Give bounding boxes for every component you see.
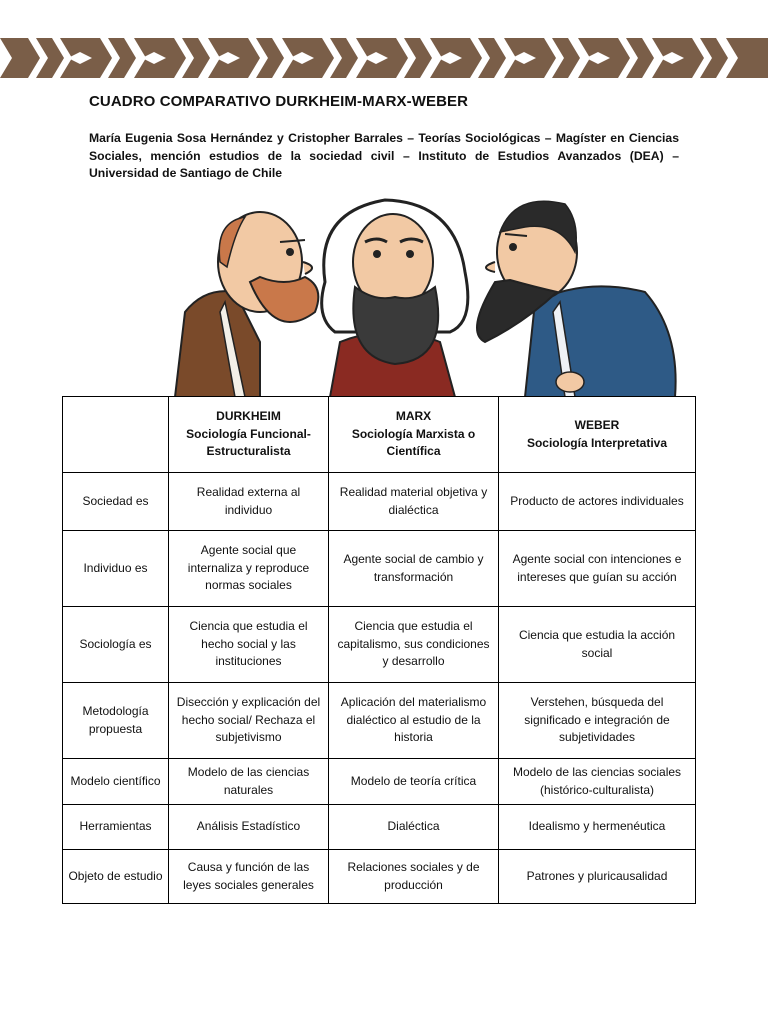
decorative-banner <box>0 38 768 78</box>
column-subtitle: Sociología Funcional-Estructuralista <box>186 426 311 459</box>
table-row <box>63 805 696 850</box>
table-row <box>63 850 696 904</box>
table-cell: Dialéctica <box>329 805 499 850</box>
column-subtitle: Sociología Marxista o Científica <box>351 426 476 459</box>
table-cell: Modelo de teoría crítica <box>329 759 499 805</box>
table-cell: Agente social que internaliza y reproduce normas sociales <box>169 531 329 607</box>
durkheim-caricature <box>175 212 318 397</box>
authors-line: María Eugenia Sosa Hernández y Cristopher Barrales – Teorías Sociológicas – Magíster en Ciencias Sociales, mención estudios de la sociedad civil – Instituto de Estudios Avanzados (DEA) – Universidad de Santiago de Chile <box>89 131 679 180</box>
column-name: WEBER <box>574 418 620 432</box>
column-header-marx <box>329 397 499 473</box>
row-label: Sociología es <box>63 607 169 683</box>
marx-caricature <box>322 200 468 397</box>
table-header-row <box>63 397 696 473</box>
table-cell: Aplicación del materialismo dialéctico al estudio de la historia <box>329 683 499 759</box>
table-cell: Relaciones sociales y de producción <box>329 850 499 904</box>
table-cell: Patrones y pluricausalidad <box>499 850 696 904</box>
row-label: Herramientas <box>63 805 169 850</box>
comparison-table <box>62 396 696 904</box>
column-subtitle: Sociología Interpretativa <box>526 435 668 450</box>
table-row <box>63 683 696 759</box>
table-cell: Realidad externa al individuo <box>169 473 329 531</box>
row-label: Individuo es <box>63 531 169 607</box>
row-label: Metodología propuesta <box>63 683 169 759</box>
column-header-durkheim <box>169 397 329 473</box>
row-label: Sociedad es <box>63 473 169 531</box>
row-label: Modelo científico <box>63 759 169 805</box>
weber-caricature <box>477 201 676 397</box>
column-name: MARX <box>395 409 432 424</box>
row-label: Objeto de estudio <box>63 850 169 904</box>
table-cell: Realidad material objetiva y dialéctica <box>329 473 499 531</box>
column-name: DURKHEIM <box>216 409 281 424</box>
column-header-weber <box>499 397 696 473</box>
table-cell: Disección y explicación del hecho social/ Rechaza el subjetivismo <box>169 683 329 759</box>
table-cell: Producto de actores individuales <box>499 473 696 531</box>
table-cell: Modelo de las ciencias naturales <box>169 759 329 805</box>
caricature-illustration <box>165 192 685 397</box>
table-row <box>63 607 696 683</box>
document-title: CUADRO COMPARATIVO DURKHEIM-MARX-WEBER <box>89 93 469 110</box>
table-row <box>63 759 696 805</box>
table-cell: Agente social con intenciones e intereses que guían su acción <box>499 531 696 607</box>
table-cell: Idealismo y hermenéutica <box>499 805 696 850</box>
table-cell: Verstehen, búsqueda del significado e integración de subjetividades <box>499 683 696 759</box>
table-cell: Ciencia que estudia el hecho social y las instituciones <box>169 607 329 683</box>
table-cell: Análisis Estadístico <box>169 805 329 850</box>
table-row <box>63 531 696 607</box>
table-cell: Ciencia que estudia el capitalismo, sus condiciones y desarrollo <box>329 607 499 683</box>
table-cell: Causa y función de las leyes sociales generales <box>169 850 329 904</box>
table-cell: Agente social de cambio y transformación <box>329 531 499 607</box>
table-cell: Ciencia que estudia la acción social <box>499 607 696 683</box>
table-row <box>63 473 696 531</box>
table-cell: Modelo de las ciencias sociales (histórico-culturalista) <box>499 759 696 805</box>
header-corner-cell <box>63 397 169 473</box>
